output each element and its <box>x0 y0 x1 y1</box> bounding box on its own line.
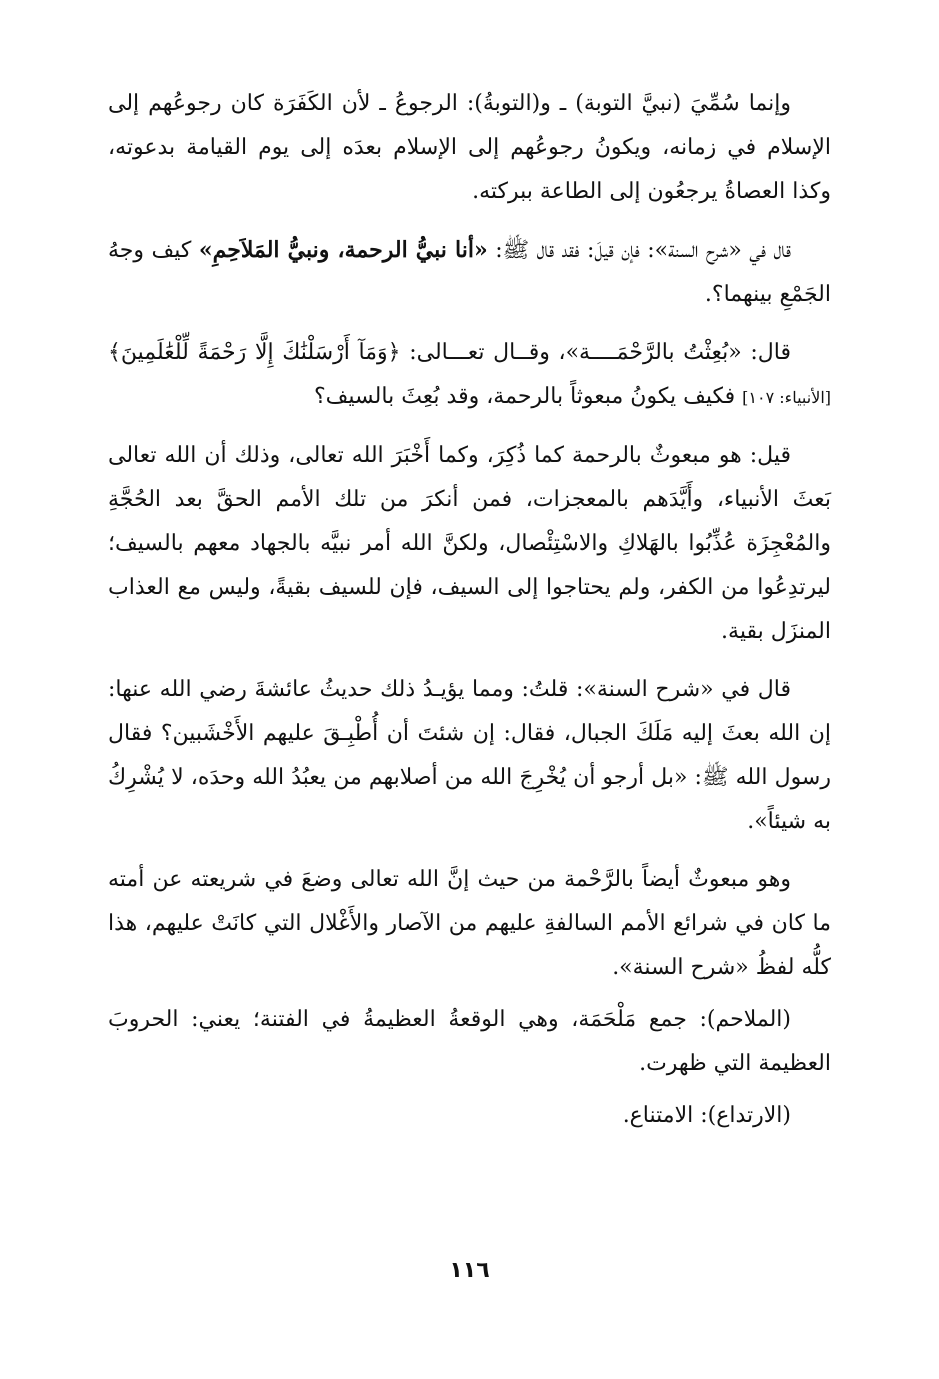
paragraph-2-intro: قال في «شرح السنة»: فإن قيلَ: فقد قال ﷺ: <box>487 238 792 263</box>
quran-verse: ﴿وَمَآ أَرْسَلْنَٰكَ إِلَّا رَحْمَةً لِّلْعَٰلَمِينَ﴾ <box>108 340 401 365</box>
paragraph-7: (الملاحم): جمع مَلْحَمَة، وهي الوقعةُ العظيمةُ في الفتنة؛ يعني: الحروبَ العظيمة التي ظهرت. <box>108 1007 831 1076</box>
paragraph-3-intro: قال: «بُعِثْتُ بالرَّحْمَــــة»، وقــال تعـــالى: <box>400 340 791 365</box>
paragraph-8: (الارتداع): الامتناع. <box>622 1103 791 1128</box>
paragraph-2-rest: كيف وجهُ الجَمْعِ بينهما؟. <box>108 238 831 307</box>
paragraph-6: وهو مبعوثٌ أيضاً بالرَّحْمة من حيث إنَّ الله تعالى وضعَ في شريعته عن أمته ما كان في شرائع الأمم السالفةِ عليهم من الآصار والأَغْلال التي كانَتْ عليهم، هذا كلُّه لفظُ «شرح السنة». <box>108 867 831 980</box>
paragraph-4: قيل: هو مبعوثٌ بالرحمة كما ذُكِرَ، وكما أَخْبَرَ الله تعالى، وذلك أن الله تعالى بَعثَ الأنبياء، وأَيَّدَهم بالمعجزات، فمن أنكرَ من تلك الأمم الحقَّ بعد الحُجَّةِ والمُعْجِزَة عُذِّبُوا بالهَلاكِ والاسْتِئْصال، ولكنَّ الله أمر نبيَّه بالجهاد معهم بالسيف؛ ليرتدِعُوا من الكفر، ولم يحتاجوا إلى السيف، فإن للسيف بقيةً، وليس مع العذاب المنزَل بقية. <box>108 443 831 644</box>
page-number: ١١٦ <box>449 1258 490 1283</box>
paragraph-3-rest: فكيف يكونُ مبعوثاً بالرحمة، وقد بُعِثَ بالسيف؟ <box>313 384 743 409</box>
paragraph-3 <box>108 331 831 420</box>
verse-reference: [الأنبياء: ١٠٧] <box>742 388 831 407</box>
paragraph-1: وإنما سُمِّيَ (نبيَّ التوبة) ـ و(التوبةُ): الرجوعُ ـ لأن الكَفَرَة كان رجوعُهم إلى الإسلام في زمانه، ويكونُ رجوعُهم إلى الإسلام بعدَه إلى يوم القيامة بدعوته، وكذا العصاةُ يرجعُون إلى الطاعة ببركته. <box>108 91 831 204</box>
hadith-quote: «أنا نبيُّ الرحمة، ونبيُّ المَلاَحِمِ» <box>198 237 488 263</box>
paragraph-2 <box>108 228 831 317</box>
paragraph-5: قال في «شرح السنة»: قلتُ: ومما يؤيـدُ ذلك حديثُ عائشةَ رضي الله عنها: إن الله بعثَ إليه مَلَكَ الجبال، فقال: إن شئتَ أن أُطْبِـقَ عليهم الأَخْشَبين؟ فقال رسول الله ﷺ: «بل أرجو أن يُخْرِجَ الله من أصلابهم من يعبُدُ الله وحدَه، لا يُشْرِكُ به شيئاً». <box>108 677 831 834</box>
page-body <box>108 82 831 1146</box>
